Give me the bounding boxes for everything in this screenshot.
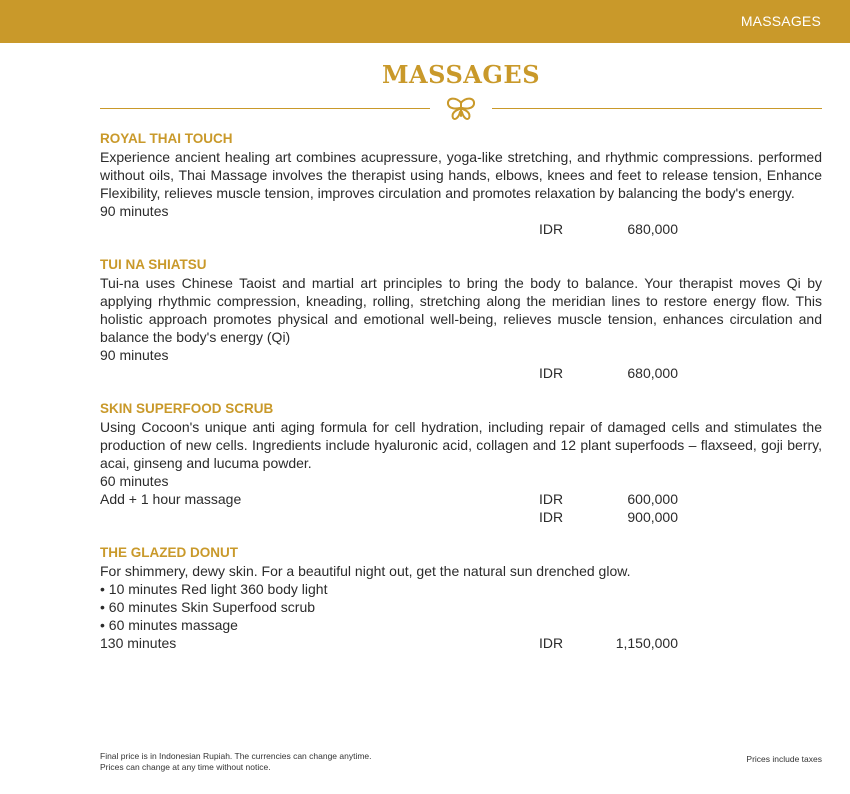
- service-skin-superfood-scrub: [100, 400, 822, 526]
- service-duration: 90 minutes: [100, 347, 169, 363]
- price-row: [100, 364, 822, 382]
- page-title: MASSAGES: [381, 60, 541, 89]
- price-amount: 680,000: [627, 365, 678, 381]
- service-title: SKIN SUPERFOOD SCRUB: [100, 401, 274, 416]
- price-row: [100, 634, 822, 652]
- footer-note-line: Final price is in Indonesian Rupiah. The currencies can change anytime.: [100, 751, 372, 761]
- title-divider-left: [100, 108, 430, 109]
- price-currency: IDR: [539, 635, 564, 651]
- title-divider-right: [492, 108, 822, 109]
- price-row: [100, 508, 822, 526]
- service-tui-na-shiatsu: [100, 256, 822, 382]
- footer-note: [100, 751, 372, 773]
- service-description: Using Cocoon's unique anti aging formula for cell hydration, including repair of damaged cells and stimulates the production of new cells. Ingredients include hyaluronic acid, collagen and 12 plant superfoods – flaxseed, goji berry, acai, ginseng and lucuma powder.: [100, 419, 822, 471]
- service-bullet: • 60 minutes Skin Superfood scrub: [100, 599, 316, 615]
- footer-note-line: Prices can change at any time without notice.: [100, 762, 271, 772]
- header-bar: [0, 0, 850, 43]
- price-currency: IDR: [539, 221, 564, 237]
- header-label: MASSAGES: [740, 13, 821, 29]
- service-title: THE GLAZED DONUT: [100, 545, 238, 560]
- service-title: TUI NA SHIATSU: [100, 257, 207, 272]
- price-amount: 900,000: [627, 509, 678, 525]
- service-description: For shimmery, dewy skin. For a beautiful night out, get the natural sun drenched glow.: [100, 563, 631, 579]
- service-royal-thai-touch: [100, 130, 822, 238]
- butterfly-icon: [444, 96, 478, 122]
- price-row: [100, 490, 822, 508]
- service-bullet: • 60 minutes massage: [100, 617, 238, 633]
- price-currency: IDR: [539, 365, 564, 381]
- service-bullet: • 10 minutes Red light 360 body light: [100, 581, 328, 597]
- footer-taxes-note: Prices include taxes: [746, 754, 822, 764]
- service-title: ROYAL THAI TOUCH: [100, 131, 233, 146]
- service-duration: 90 minutes: [100, 203, 169, 219]
- service-description: Tui-na uses Chinese Taoist and martial art principles to bring the body to balance. Your therapist moves Qi by applying rhythmic compression, kneading, rolling, stretching along the meridian lines to restore energy flow. This holistic approach promotes physical and emotional well-being, relieves muscle tension, enhances circulation and balance the body's energy (Qi): [100, 275, 822, 345]
- service-description: Experience ancient healing art combines acupressure, yoga-like stretching, and rhythmic compressions. performed without oils, Thai Massage involves the therapist using hands, elbows, knees and feet to release tension, Enhance Flexibility, relieves muscle tension, improves circulation and promotes relaxation by balancing the body's energy.: [100, 149, 822, 201]
- price-amount: 1,150,000: [615, 635, 678, 651]
- service-duration: 130 minutes: [100, 635, 177, 651]
- service-addon: Add + 1 hour massage: [100, 491, 242, 507]
- service-duration: 60 minutes: [100, 473, 169, 489]
- price-amount: 600,000: [627, 491, 678, 507]
- price-currency: IDR: [539, 491, 564, 507]
- price-currency: IDR: [539, 509, 564, 525]
- price-amount: 680,000: [627, 221, 678, 237]
- service-the-glazed-donut: [100, 544, 822, 652]
- price-row: [100, 220, 822, 238]
